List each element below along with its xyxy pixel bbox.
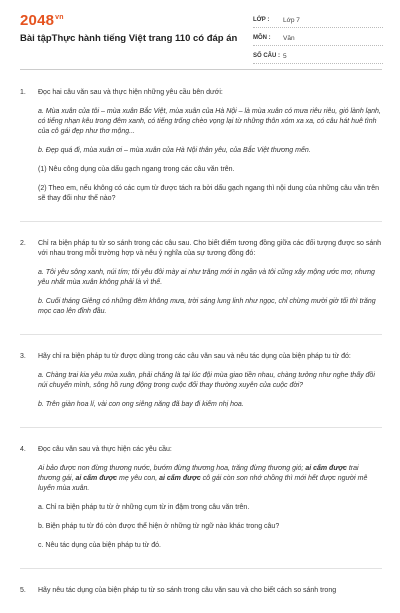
page-title: Bài tậpThực hành tiếng Việt trang 110 có đáp án	[20, 33, 238, 44]
sub-question-c: c. Nêu tác dụng của biện pháp tu từ đó.	[38, 542, 161, 549]
question-number: 2.	[20, 240, 26, 247]
page-header	[0, 0, 400, 62]
passage-a: a. Mùa xuân của tôi – mùa xuân Bắc Việt, mùa xuân của Hà Nội – là mùa xuân có mưa riêu riêu, gió lành lạnh, có tiếng nhạn kêu trong đêm xanh, có tiếng trống chèo vọng lại từ những thôn xóm xa xa, có câu hát huê tình của cô gái đẹp như thơ mộng...	[38, 108, 381, 135]
bold-phrase: ai cấm được	[305, 465, 347, 472]
question-4	[20, 445, 382, 551]
question-divider	[20, 334, 382, 335]
meta-label: SỐ CÂU :	[253, 53, 280, 59]
question-1	[20, 88, 382, 204]
passage-b: b. Trên giàn hoa lí, vài con ong siêng năng đã bay đi kiếm nhị hoa.	[38, 401, 244, 408]
question-list	[20, 88, 382, 613]
bold-phrase: ai cấm được	[75, 475, 118, 482]
question-body	[38, 239, 382, 317]
meta-value: 5	[283, 52, 287, 60]
question-body	[38, 586, 382, 596]
question-prompt: Hãy nêu tác dụng của biện pháp tu từ so sánh trong câu văn sau và cho biết cách so sánh trong	[38, 587, 337, 594]
question-prompt: Hãy chỉ ra biện pháp tu từ được dùng trong các câu văn sau và nêu tác dụng của biện pháp tu từ đó:	[38, 353, 351, 360]
question-divider	[20, 568, 382, 569]
question-prompt: Đọc hai câu văn sau và thực hiện những yêu cầu bên dưới:	[38, 89, 223, 96]
question-prompt: Đọc câu văn sau và thực hiện các yêu cầu:	[38, 446, 172, 453]
meta-label: MÔN :	[253, 35, 271, 41]
sub-question-a: a. Chỉ ra biện pháp tu từ ở những cụm từ in đậm trong câu văn trên.	[38, 504, 250, 511]
meta-info	[253, 13, 383, 67]
question-5	[20, 586, 382, 596]
question-divider	[20, 221, 382, 222]
question-number: 3.	[20, 353, 26, 360]
question-body	[38, 88, 382, 204]
question-divider	[20, 427, 382, 428]
meta-row-grade	[253, 13, 383, 28]
question-prompt: Chỉ ra biện pháp tu từ so sánh trong các câu sau. Cho biết điểm tương đồng giữa các đối tượng được so sánh với nhau trong mỗi trường hợp và nêu ý nghĩa của sự tương đồng đó:	[38, 240, 382, 257]
meta-row-count	[253, 49, 383, 64]
passage-b: b. Cuối tháng Giêng có những đêm không mưa, trời sáng lung linh như ngọc, chỉ chừng mười giờ tối thì trăng mọc cao lên đỉnh đầu.	[38, 298, 376, 315]
meta-value: Lớp 7	[283, 16, 300, 24]
question-number: 4.	[20, 446, 26, 453]
header-divider	[20, 69, 382, 70]
passage-a: a. Tôi yêu sông xanh, núi tím; tôi yêu đôi mày ai như trăng mới in ngần và tôi cũng xây mộng ước mơ, nhưng yêu nhất mùa xuân không phải là vì thế.	[38, 269, 375, 286]
site-logo[interactable]: $2048^{vn}$	[20, 12, 64, 29]
question-2	[20, 239, 382, 317]
meta-row-subject	[253, 31, 383, 46]
question-body	[38, 445, 382, 551]
meta-label: LỚP :	[253, 17, 270, 23]
question-body	[38, 352, 382, 410]
sub-question-2: (2) Theo em, nếu không có các cụm từ được tách ra bởi dấu gạch ngang thì nội dung của những câu văn trên sẽ thay đổi như thế nào?	[38, 185, 380, 202]
bold-phrase: ai cấm được	[159, 475, 201, 482]
passage-b: b. Đẹp quá đi, mùa xuân ơi – mùa xuân của Hà Nội thân yêu, của Bắc Việt thương mến.	[38, 147, 311, 154]
sub-question-b: b. Biện pháp tu từ đó còn được thể hiện ở những từ ngữ nào khác trong câu?	[38, 523, 280, 530]
question-number: 1.	[20, 89, 26, 96]
passage: Ai bảo được non đừng thương nước, bướm đừng thương hoa, trăng đừng thương gió; ai cấm được trai thương gái, ai cấm được mẹ yêu con, ai cấm được cô gái còn son nhớ chồng thì mới hết được người mê luyến mùa xuân.	[38, 465, 368, 492]
meta-value: Văn	[283, 34, 295, 42]
passage-a: a. Chàng trai kia yêu mùa xuân, phải chăng là tại lúc đội mùa giao tiền nhau, chàng tưởng như nghe thấy đồi núi chuyển mình, sông hồ rung động trong cuộc đổi thay thường xuyên của cuộc đời?	[38, 372, 375, 389]
sub-question-1: (1) Nêu công dụng của dấu gạch ngang trong các câu văn trên.	[38, 166, 235, 173]
question-number: 5.	[20, 587, 26, 594]
question-3	[20, 352, 382, 410]
